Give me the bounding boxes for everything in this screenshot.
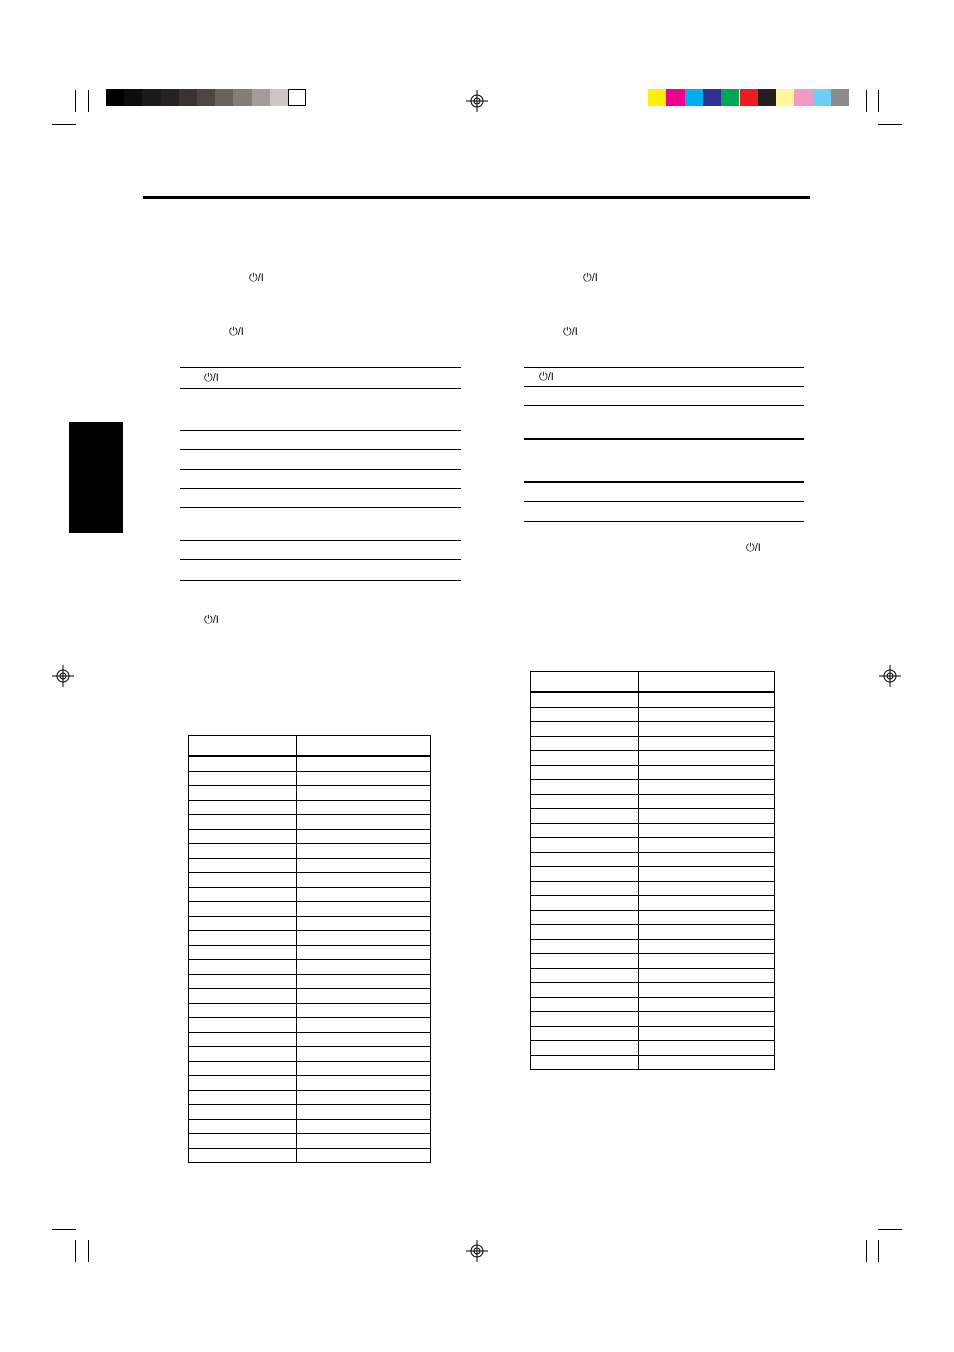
table-rule: [524, 521, 804, 522]
table-cell: [639, 867, 775, 882]
table-row: [531, 765, 775, 780]
table-rule: [180, 430, 461, 431]
table-row: [189, 916, 431, 931]
calibration-swatch: [215, 89, 233, 106]
table-cell: [189, 974, 297, 989]
table-rule: [180, 559, 461, 560]
table-cell: [531, 881, 639, 896]
table-cell: [189, 858, 297, 873]
table-cell: [297, 844, 431, 859]
table-cell: [297, 1134, 431, 1149]
table-row: [189, 786, 431, 801]
table-row: [189, 945, 431, 960]
table-row: [189, 1032, 431, 1047]
table-row: [531, 1026, 775, 1041]
table-cell: [189, 1148, 297, 1163]
table-cell: [297, 736, 431, 757]
table-cell: [189, 945, 297, 960]
table-cell: [297, 771, 431, 786]
table-cell: [639, 838, 775, 853]
calibration-swatch: [124, 89, 142, 106]
power-icon: ⏻/I: [204, 372, 219, 384]
table-row: [189, 1003, 431, 1018]
table-row: [189, 989, 431, 1004]
table-row: [531, 867, 775, 882]
table-rule: [524, 386, 804, 387]
crop-mark: [75, 90, 76, 112]
table-cell: [297, 815, 431, 830]
table-cell: [189, 873, 297, 888]
table-rule: [180, 507, 461, 508]
table-cell: [531, 794, 639, 809]
code-table-left: [188, 735, 431, 1163]
crop-mark: [75, 1240, 76, 1262]
table-rule: [524, 367, 804, 368]
table-row: [531, 722, 775, 737]
table-cell: [531, 983, 639, 998]
table-cell: [639, 809, 775, 824]
power-icon: ⏻/I: [539, 371, 554, 383]
table-cell: [531, 1026, 639, 1041]
table-row: [189, 844, 431, 859]
table-row: [531, 983, 775, 998]
table-row: [189, 1018, 431, 1033]
table-row: [531, 881, 775, 896]
table-row: [531, 736, 775, 751]
table-cell: [639, 751, 775, 766]
table-row: [189, 1047, 431, 1062]
table-row: [189, 1076, 431, 1091]
table-rule: [524, 501, 804, 502]
table-cell: [531, 925, 639, 940]
table-row: [531, 997, 775, 1012]
table-cell: [639, 823, 775, 838]
calibration-swatch: [179, 89, 197, 106]
table-row: [189, 1148, 431, 1163]
table-row: [531, 707, 775, 722]
table-row: [189, 771, 431, 786]
table-cell: [297, 887, 431, 902]
registration-mark-icon: [52, 665, 74, 687]
table-cell: [189, 756, 297, 771]
table-row: [531, 809, 775, 824]
table-cell: [639, 780, 775, 795]
table-row: [531, 925, 775, 940]
table-cell: [639, 983, 775, 998]
table-cell: [189, 771, 297, 786]
power-icon: ⏻/I: [229, 326, 244, 338]
table-cell: [189, 1018, 297, 1033]
table-cell: [531, 867, 639, 882]
table-row: [531, 896, 775, 911]
side-tab: [69, 422, 123, 533]
crop-mark: [88, 1240, 89, 1262]
table-row: [189, 829, 431, 844]
table-row: [189, 902, 431, 917]
crop-mark: [866, 90, 867, 112]
table-rule: [180, 388, 461, 389]
table-cell: [297, 829, 431, 844]
table-row: [531, 1055, 775, 1070]
calibration-swatch: [270, 89, 288, 106]
table-row: [189, 1090, 431, 1105]
table-cell: [189, 1119, 297, 1134]
table-cell: [297, 1003, 431, 1018]
table-cell: [639, 672, 775, 693]
table-cell: [297, 786, 431, 801]
table-row: [531, 939, 775, 954]
calibration-swatch: [106, 89, 124, 106]
table-cell: [639, 692, 775, 707]
table-cell: [297, 1076, 431, 1091]
table-row: [531, 968, 775, 983]
table-row: [189, 1134, 431, 1149]
calibration-swatch: [161, 89, 179, 106]
table-cell: [189, 1003, 297, 1018]
table-rule: [524, 438, 804, 440]
table-cell: [531, 852, 639, 867]
power-icon: ⏻/I: [249, 272, 264, 284]
registration-mark-icon: [466, 1240, 488, 1262]
table-cell: [639, 1041, 775, 1056]
table-cell: [297, 1090, 431, 1105]
table-row: [531, 780, 775, 795]
table-rule: [180, 488, 461, 489]
table-cell: [189, 1047, 297, 1062]
table-row: [189, 800, 431, 815]
table-cell: [639, 896, 775, 911]
table-cell: [531, 968, 639, 983]
table-cell: [297, 756, 431, 771]
table-cell: [639, 736, 775, 751]
table-cell: [297, 989, 431, 1004]
table-cell: [189, 844, 297, 859]
table-cell: [531, 1012, 639, 1027]
table-cell: [531, 780, 639, 795]
table-row: [531, 954, 775, 969]
table-cell: [297, 1148, 431, 1163]
table-rule: [180, 367, 461, 368]
table-cell: [639, 765, 775, 780]
table-cell: [189, 1134, 297, 1149]
table-cell: [531, 954, 639, 969]
table-cell: [297, 1061, 431, 1076]
calibration-swatch: [794, 89, 812, 106]
table-cell: [189, 916, 297, 931]
registration-mark-icon: [879, 665, 901, 687]
calibration-swatch: [197, 89, 215, 106]
calibration-swatch: [685, 89, 703, 106]
calibration-swatch: [648, 89, 666, 106]
table-row: [531, 838, 775, 853]
table-row: [531, 794, 775, 809]
calibration-swatch: [703, 89, 721, 106]
table-row: [189, 815, 431, 830]
table-cell: [531, 910, 639, 925]
table-cell: [531, 692, 639, 707]
power-icon: ⏻/I: [563, 326, 578, 338]
table-cell: [189, 1105, 297, 1120]
crop-mark: [866, 1240, 867, 1262]
table-cell: [639, 1055, 775, 1070]
calibration-swatch: [233, 89, 251, 106]
table-row: [189, 1105, 431, 1120]
table-cell: [297, 960, 431, 975]
calibration-swatch: [252, 89, 270, 106]
table-cell: [639, 939, 775, 954]
table-cell: [639, 794, 775, 809]
table-cell: [639, 1012, 775, 1027]
power-icon: ⏻/I: [583, 272, 598, 284]
code-table-right: [530, 671, 775, 1070]
table-cell: [639, 852, 775, 867]
table-row: [189, 931, 431, 946]
table-cell: [531, 707, 639, 722]
calibration-swatch: [758, 89, 776, 106]
table-cell: [531, 765, 639, 780]
table-row: [531, 823, 775, 838]
table-row: [189, 960, 431, 975]
table-cell: [639, 968, 775, 983]
table-rule: [524, 481, 804, 483]
table-row: [189, 756, 431, 771]
table-cell: [531, 736, 639, 751]
table-cell: [189, 1061, 297, 1076]
crop-mark: [878, 90, 879, 112]
table-cell: [297, 945, 431, 960]
table-rule: [180, 580, 461, 581]
power-icon: ⏻/I: [204, 614, 219, 626]
table-cell: [189, 815, 297, 830]
table-row: [189, 1119, 431, 1134]
table-cell: [297, 858, 431, 873]
table-row: [189, 974, 431, 989]
table-cell: [189, 736, 297, 757]
table-cell: [531, 838, 639, 853]
crop-mark: [52, 1229, 76, 1230]
table-cell: [531, 939, 639, 954]
calibration-swatch: [721, 89, 739, 106]
table-row: [189, 1061, 431, 1076]
table-row: [531, 1041, 775, 1056]
table-cell: [189, 931, 297, 946]
table-row: [189, 887, 431, 902]
table-row: [189, 858, 431, 873]
table-cell: [189, 786, 297, 801]
calibration-swatch: [831, 89, 849, 106]
crop-mark: [878, 1229, 902, 1230]
table-cell: [189, 902, 297, 917]
table-cell: [531, 672, 639, 693]
table-cell: [189, 960, 297, 975]
table-cell: [531, 809, 639, 824]
calibration-swatch: [813, 89, 831, 106]
table-rule: [180, 469, 461, 470]
table-header-row: [189, 736, 431, 757]
table-cell: [189, 1076, 297, 1091]
crop-mark: [878, 1240, 879, 1262]
table-cell: [639, 997, 775, 1012]
table-cell: [639, 910, 775, 925]
table-cell: [297, 1018, 431, 1033]
table-cell: [531, 823, 639, 838]
table-cell: [189, 1032, 297, 1047]
table-cell: [297, 931, 431, 946]
table-cell: [297, 1105, 431, 1120]
table-cell: [639, 954, 775, 969]
table-cell: [639, 925, 775, 940]
crop-mark: [878, 124, 902, 125]
calibration-swatch: [142, 89, 160, 106]
table-cell: [531, 751, 639, 766]
crop-mark: [88, 90, 89, 112]
table-cell: [531, 896, 639, 911]
table-cell: [531, 1055, 639, 1070]
table-cell: [297, 1119, 431, 1134]
calibration-swatch: [288, 89, 306, 106]
calibration-swatch: [740, 89, 758, 106]
table-cell: [297, 1047, 431, 1062]
table-row: [531, 910, 775, 925]
table-row: [531, 751, 775, 766]
table-row: [189, 873, 431, 888]
table-header-row: [531, 672, 775, 693]
crop-mark: [52, 124, 76, 125]
table-rule: [180, 449, 461, 450]
table-cell: [189, 989, 297, 1004]
table-row: [531, 1012, 775, 1027]
table-cell: [531, 997, 639, 1012]
calibration-swatch: [776, 89, 794, 106]
table-cell: [297, 916, 431, 931]
power-icon: ⏻/I: [746, 542, 761, 554]
table-cell: [297, 902, 431, 917]
table-rule: [524, 405, 804, 406]
table-cell: [531, 1041, 639, 1056]
table-cell: [639, 707, 775, 722]
table-cell: [189, 800, 297, 815]
table-row: [531, 692, 775, 707]
table-rule: [180, 540, 461, 541]
table-cell: [297, 974, 431, 989]
table-cell: [189, 829, 297, 844]
header-rule: [143, 196, 810, 199]
table-cell: [297, 873, 431, 888]
table-cell: [639, 881, 775, 896]
table-cell: [189, 887, 297, 902]
table-cell: [639, 722, 775, 737]
calibration-swatch: [666, 89, 684, 106]
table-row: [531, 852, 775, 867]
table-cell: [189, 1090, 297, 1105]
table-cell: [639, 1026, 775, 1041]
table-cell: [297, 800, 431, 815]
table-cell: [531, 722, 639, 737]
registration-mark-icon: [466, 90, 488, 112]
table-cell: [297, 1032, 431, 1047]
